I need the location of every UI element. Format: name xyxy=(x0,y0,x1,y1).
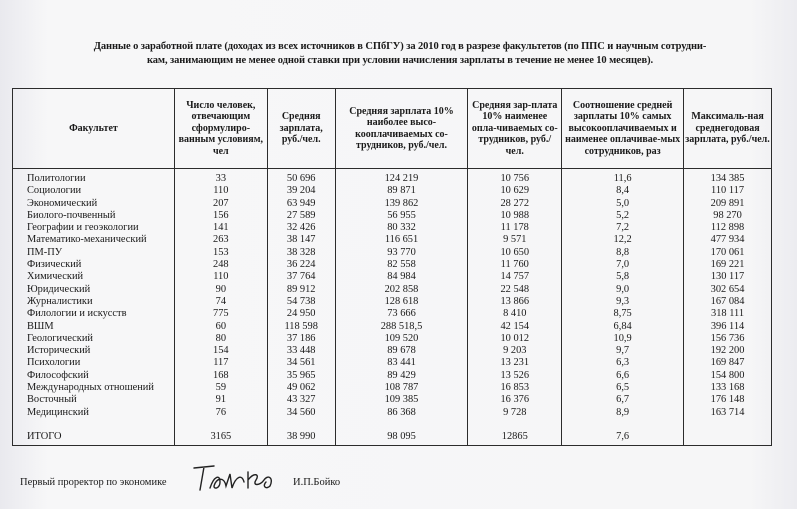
cell-max-salary: 98 270 xyxy=(684,210,772,222)
cell-ratio: 9,3 xyxy=(562,296,684,308)
header-ratio: Соотношение средней зарплаты 10% самых высокооплачиваемых и наименее оплачивае-мых сотрудников, раз xyxy=(562,89,684,169)
cell-count: 775 xyxy=(174,308,267,320)
cell-max-salary: 396 114 xyxy=(684,321,772,333)
cell-max-salary: 134 385 xyxy=(684,169,772,186)
cell-max-salary: 302 654 xyxy=(684,284,772,296)
table-row xyxy=(13,271,772,283)
cell-faculty: Географии и геоэкологии xyxy=(13,222,175,234)
cell-avg-salary: 43 327 xyxy=(267,394,335,406)
cell-count: 90 xyxy=(174,284,267,296)
cell-avg-salary: 118 598 xyxy=(267,321,335,333)
salary-table xyxy=(12,88,772,446)
cell-ratio: 5,8 xyxy=(562,271,684,283)
cell-faculty: Филологии и искусств xyxy=(13,308,175,320)
spacer-cell xyxy=(684,419,772,429)
cell-faculty: Политологии xyxy=(13,169,175,186)
table-row xyxy=(13,321,772,333)
header-top10-salary: Средняя зарплата 10% наиболее высо-кооплачиваемых со-трудников, руб./чел. xyxy=(335,89,468,169)
cell-bottom10-salary: 16 853 xyxy=(468,382,562,394)
cell-top10-salary: 116 651 xyxy=(335,234,468,246)
table-row xyxy=(13,308,772,320)
cell-faculty: Биолого-почвенный xyxy=(13,210,175,222)
cell-count: 248 xyxy=(174,259,267,271)
table-row xyxy=(13,394,772,406)
cell-ratio: 6,6 xyxy=(562,370,684,382)
table-row xyxy=(13,247,772,259)
cell-bottom10-salary: 16 376 xyxy=(468,394,562,406)
cell-ratio: 7,2 xyxy=(562,222,684,234)
table-row xyxy=(13,185,772,197)
table-row xyxy=(13,259,772,271)
cell-top10-salary: 108 787 xyxy=(335,382,468,394)
cell-count: 60 xyxy=(174,321,267,333)
cell-max-salary: 318 111 xyxy=(684,308,772,320)
cell-avg-salary: 39 204 xyxy=(267,185,335,197)
cell-faculty: Международных отношений xyxy=(13,382,175,394)
cell-top10-salary: 56 955 xyxy=(335,210,468,222)
total-row xyxy=(13,429,772,446)
cell-bottom10-salary: 13 231 xyxy=(468,357,562,369)
cell-ratio: 6,5 xyxy=(562,382,684,394)
cell-avg-salary: 35 965 xyxy=(267,370,335,382)
cell-bottom10-salary: 10 756 xyxy=(468,169,562,186)
spacer-row xyxy=(13,419,772,429)
cell-top10-salary: 93 770 xyxy=(335,247,468,259)
cell-max-salary: 133 168 xyxy=(684,382,772,394)
cell-bottom10-salary: 10 629 xyxy=(468,185,562,197)
cell-ratio: 8,75 xyxy=(562,308,684,320)
cell-avg-salary: 50 696 xyxy=(267,169,335,186)
spacer-cell xyxy=(335,419,468,429)
table-row xyxy=(13,357,772,369)
spacer-cell xyxy=(13,419,175,429)
cell-top10-salary: 83 441 xyxy=(335,357,468,369)
cell-count: 168 xyxy=(174,370,267,382)
cell-faculty: Исторический xyxy=(13,345,175,357)
cell-top10-salary: 288 518,5 xyxy=(335,321,468,333)
cell-ratio: 6,7 xyxy=(562,394,684,406)
signatory-position: Первый проректор по экономике xyxy=(20,477,167,488)
cell-bottom10-salary: 28 272 xyxy=(468,198,562,210)
cell-bottom10-salary: 42 154 xyxy=(468,321,562,333)
cell-avg-salary: 49 062 xyxy=(267,382,335,394)
cell-count: 117 xyxy=(174,357,267,369)
cell-faculty: Журналистики xyxy=(13,296,175,308)
cell-ratio: 7,0 xyxy=(562,259,684,271)
cell-count: 110 xyxy=(174,185,267,197)
spacer-cell xyxy=(174,419,267,429)
total-cell-top10-salary: 98 095 xyxy=(335,429,468,446)
cell-ratio: 5,0 xyxy=(562,198,684,210)
cell-count: 33 xyxy=(174,169,267,186)
cell-bottom10-salary: 13 526 xyxy=(468,370,562,382)
cell-faculty: Юридический xyxy=(13,284,175,296)
cell-count: 80 xyxy=(174,333,267,345)
spacer-cell xyxy=(267,419,335,429)
cell-max-salary: 163 714 xyxy=(684,407,772,419)
table-row xyxy=(13,370,772,382)
cell-count: 74 xyxy=(174,296,267,308)
cell-max-salary: 156 736 xyxy=(684,333,772,345)
cell-ratio: 5,2 xyxy=(562,210,684,222)
cell-ratio: 10,9 xyxy=(562,333,684,345)
spacer-cell xyxy=(468,419,562,429)
cell-faculty: Математико-механический xyxy=(13,234,175,246)
spacer-cell xyxy=(562,419,684,429)
cell-count: 76 xyxy=(174,407,267,419)
document-title: Данные о заработной плате (доходах из всех источников в СПбГУ) за 2010 год в разрезе факультетов (по ППС и научным сотрудни- кам, занимающим не менее одной ставки при условии начисления зарплаты в течение не менее 10 месяцев). xyxy=(93,41,707,66)
cell-faculty: Философский xyxy=(13,370,175,382)
cell-ratio: 11,6 xyxy=(562,169,684,186)
header-faculty: Факультет xyxy=(13,89,175,169)
cell-count: 91 xyxy=(174,394,267,406)
cell-faculty: Восточный xyxy=(13,394,175,406)
cell-faculty: Физический xyxy=(13,259,175,271)
cell-bottom10-salary: 8 410 xyxy=(468,308,562,320)
header-avg-salary: Средняя зарплата, руб./чел. xyxy=(267,89,335,169)
cell-ratio: 6,3 xyxy=(562,357,684,369)
header-bottom10-salary: Средняя зар-плата 10% наименее опла-чиваемых со-трудников, руб./чел. xyxy=(468,89,562,169)
cell-max-salary: 112 898 xyxy=(684,222,772,234)
header-count: Число человек, отвечающим сформулиро-ванным условиям, чел xyxy=(174,89,267,169)
cell-count: 263 xyxy=(174,234,267,246)
cell-bottom10-salary: 9 728 xyxy=(468,407,562,419)
table-row xyxy=(13,296,772,308)
table-row xyxy=(13,407,772,419)
table-row xyxy=(13,198,772,210)
cell-avg-salary: 54 738 xyxy=(267,296,335,308)
cell-top10-salary: 84 984 xyxy=(335,271,468,283)
cell-max-salary: 169 221 xyxy=(684,259,772,271)
cell-max-salary: 169 847 xyxy=(684,357,772,369)
cell-bottom10-salary: 14 757 xyxy=(468,271,562,283)
cell-avg-salary: 37 764 xyxy=(267,271,335,283)
cell-max-salary: 176 148 xyxy=(684,394,772,406)
table-row xyxy=(13,345,772,357)
cell-avg-salary: 34 560 xyxy=(267,407,335,419)
table-row xyxy=(13,333,772,345)
cell-avg-salary: 33 448 xyxy=(267,345,335,357)
cell-bottom10-salary: 10 988 xyxy=(468,210,562,222)
cell-avg-salary: 37 186 xyxy=(267,333,335,345)
cell-avg-salary: 24 950 xyxy=(267,308,335,320)
total-cell-max-salary xyxy=(684,429,772,446)
cell-count: 207 xyxy=(174,198,267,210)
cell-count: 154 xyxy=(174,345,267,357)
cell-avg-salary: 89 912 xyxy=(267,284,335,296)
cell-ratio: 8,4 xyxy=(562,185,684,197)
cell-top10-salary: 124 219 xyxy=(335,169,468,186)
cell-top10-salary: 89 678 xyxy=(335,345,468,357)
cell-count: 153 xyxy=(174,247,267,259)
table-row xyxy=(13,222,772,234)
cell-ratio: 8,9 xyxy=(562,407,684,419)
cell-bottom10-salary: 10 650 xyxy=(468,247,562,259)
cell-ratio: 8,8 xyxy=(562,247,684,259)
table-row xyxy=(13,210,772,222)
cell-faculty: Медицинский xyxy=(13,407,175,419)
cell-top10-salary: 73 666 xyxy=(335,308,468,320)
cell-top10-salary: 202 858 xyxy=(335,284,468,296)
total-cell-avg-salary: 38 990 xyxy=(267,429,335,446)
cell-max-salary: 167 084 xyxy=(684,296,772,308)
cell-count: 156 xyxy=(174,210,267,222)
cell-bottom10-salary: 13 866 xyxy=(468,296,562,308)
cell-avg-salary: 36 224 xyxy=(267,259,335,271)
cell-max-salary: 154 800 xyxy=(684,370,772,382)
cell-faculty: Экономический xyxy=(13,198,175,210)
total-cell-ratio: 7,6 xyxy=(562,429,684,446)
total-cell-faculty: ИТОГО xyxy=(13,429,175,446)
cell-top10-salary: 82 558 xyxy=(335,259,468,271)
cell-top10-salary: 109 520 xyxy=(335,333,468,345)
table-row xyxy=(13,284,772,296)
handwritten-signature xyxy=(190,462,280,496)
cell-faculty: ВШМ xyxy=(13,321,175,333)
cell-faculty: Психологии xyxy=(13,357,175,369)
cell-bottom10-salary: 11 760 xyxy=(468,259,562,271)
cell-top10-salary: 89 871 xyxy=(335,185,468,197)
cell-max-salary: 477 934 xyxy=(684,234,772,246)
signatory-name: И.П.Бойко xyxy=(293,477,341,488)
cell-max-salary: 192 200 xyxy=(684,345,772,357)
table-header-row xyxy=(13,89,772,169)
cell-avg-salary: 27 589 xyxy=(267,210,335,222)
cell-top10-salary: 89 429 xyxy=(335,370,468,382)
cell-max-salary: 130 117 xyxy=(684,271,772,283)
cell-top10-salary: 139 862 xyxy=(335,198,468,210)
cell-max-salary: 170 061 xyxy=(684,247,772,259)
cell-count: 141 xyxy=(174,222,267,234)
cell-count: 59 xyxy=(174,382,267,394)
cell-bottom10-salary: 9 571 xyxy=(468,234,562,246)
cell-ratio: 6,84 xyxy=(562,321,684,333)
cell-ratio: 9,7 xyxy=(562,345,684,357)
cell-bottom10-salary: 9 203 xyxy=(468,345,562,357)
header-max-salary: Максималь-ная среднегодовая зарплата, руб./чел. xyxy=(684,89,772,169)
cell-top10-salary: 109 385 xyxy=(335,394,468,406)
cell-top10-salary: 80 332 xyxy=(335,222,468,234)
cell-ratio: 12,2 xyxy=(562,234,684,246)
cell-faculty: Социологии xyxy=(13,185,175,197)
cell-count: 110 xyxy=(174,271,267,283)
cell-top10-salary: 128 618 xyxy=(335,296,468,308)
cell-faculty: Геологический xyxy=(13,333,175,345)
cell-max-salary: 110 117 xyxy=(684,185,772,197)
total-cell-bottom10-salary: 12865 xyxy=(468,429,562,446)
cell-max-salary: 209 891 xyxy=(684,198,772,210)
total-cell-count: 3165 xyxy=(174,429,267,446)
cell-avg-salary: 63 949 xyxy=(267,198,335,210)
cell-faculty: Химический xyxy=(13,271,175,283)
cell-avg-salary: 34 561 xyxy=(267,357,335,369)
table-row xyxy=(13,169,772,186)
cell-avg-salary: 38 147 xyxy=(267,234,335,246)
cell-faculty: ПМ-ПУ xyxy=(13,247,175,259)
cell-bottom10-salary: 22 548 xyxy=(468,284,562,296)
cell-top10-salary: 86 368 xyxy=(335,407,468,419)
table-row xyxy=(13,234,772,246)
table-row xyxy=(13,382,772,394)
cell-bottom10-salary: 11 178 xyxy=(468,222,562,234)
cell-avg-salary: 38 328 xyxy=(267,247,335,259)
cell-avg-salary: 32 426 xyxy=(267,222,335,234)
cell-ratio: 9,0 xyxy=(562,284,684,296)
cell-bottom10-salary: 10 012 xyxy=(468,333,562,345)
